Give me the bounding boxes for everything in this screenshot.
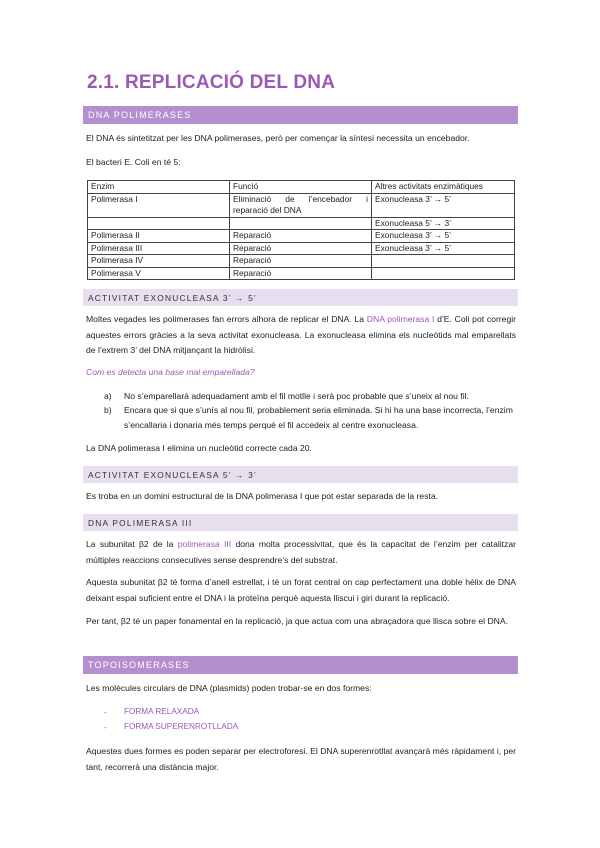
list-item [86,403,516,433]
list-marker: - [104,722,107,732]
table-cell: Exonucleasa 3’ → 5’ [372,242,515,255]
table-header-cell: Enzim [88,181,230,194]
section-header-exonucleasa-3-5: ACTIVITAT EXONUCLEASA 3’ → 5’ [83,289,518,306]
text-run: La subunitat β2 de la [86,539,178,549]
page-title: 2.1. REPLICACIÓ DEL DNA [87,72,336,93]
table-header-row [88,181,515,194]
text-run: dona molta processivitat, que és la capacitat de l’enzim per catalitzar múltiples reaccions consecutives sense desprendre’s del substrat. [86,539,516,565]
topo-paragraph-2: Aquestes dues formes es poden separar per electroforesi. El DNA superenrotllat avançarà més ràpidament i, per tant, recorrerà una distància major. [86,746,516,772]
table-cell: Polimerasa IV [88,255,230,268]
text-run: Moltes vegades les polimerases fan errors alhora de replicar el DNA. La [86,314,367,324]
list-item [86,720,516,734]
text-run: d’E. Coli pot corregir aquestes errors gràcies a la seva activitat exonucleasa. La exonucleasa elimina els nucleòtids mal emparellats de l’extrem 3’ del DNA mitjançant la hidròlisi. [86,314,517,355]
table-cell [372,267,515,280]
list-marker: - [104,707,107,717]
table-cell: Reparació [230,230,372,243]
table-cell: Reparació [230,242,372,255]
table-header-cell: Altres activitats enzimàtiques [372,181,515,194]
list-marker: b) [104,405,112,415]
table-row [88,230,515,243]
table-row [88,255,515,268]
table-cell: Exonucleasa 3’ → 5’ [372,230,515,243]
table-cell [372,255,515,268]
topo-paragraph-1: Les molècules circulars de DNA (plasmids) poden trobar-se en dos formes: [86,683,372,693]
table-cell: Polimerasa V [88,267,230,280]
table-header-cell: Funció [230,181,372,194]
table-cell: Reparació [230,267,372,280]
section-header-topoisomerases: TOPOISOMERASES [83,656,518,674]
table-cell: Reparació [230,255,372,268]
section-header-exonucleasa-5-3: ACTIVITAT EXONUCLEASA 5’ → 3’ [83,466,518,483]
question-text: Com es detecta una base mal emparellada? [86,367,255,377]
table-cell: Exonucleasa 3’ → 5’ [372,193,515,217]
list-text: No s’emparellarà adequadament amb el fil motlle i serà poc probable que s’uneix al nou fil. [124,391,469,401]
ecoli-paragraph: El bacteri E. Coli en té 5: [86,157,181,167]
section-header-polimerasa-iii: DNA POLIMERASA III [83,514,518,531]
table-row [88,267,515,280]
table-row [88,242,515,255]
table-row [88,193,515,217]
exo35-paragraph [86,312,516,359]
exo53-paragraph: Es troba en un domini estructural de la DNA polimerasa I que pot estar separada de la resta. [86,491,439,501]
table-cell: Polimerasa I [88,193,230,217]
list-marker: a) [104,391,112,401]
highlight-term: DNA polimerasa I [366,314,435,324]
highlight-term: polimerasa III [177,539,232,549]
table-cell [88,217,230,230]
table-cell: Exonucleasa 5’ → 3’ [372,217,515,230]
pol3-paragraph-1 [86,537,516,568]
list-text: FORMA SUPERENROTLLADA [124,722,239,731]
table-cell: Polimerasa II [88,230,230,243]
section-header-dna-polimerases: DNA POLIMERASES [83,106,518,124]
list-text: FORMA RELAXADA [124,707,200,716]
table-cell: Eliminació de l’encebador i reparació del DNA [230,193,372,217]
table-cell: Polimerasa III [88,242,230,255]
polymerase-table [87,180,515,280]
list-item [86,389,516,403]
pol3-paragraph-3: Per tant, β2 té un paper fonamental en la replicació, ja que actua com una abraçadora que llisca sobre el DNA. [86,616,508,626]
table-cell [230,217,372,230]
intro-paragraph: El DNA és sintetitzat per les DNA polimerases, però per començar la síntesi necessita un encebador. [86,133,470,143]
list-item [86,705,516,719]
exo35-closing-paragraph: La DNA polimerasa I elimina un nucleòtid correcte cada 20. [86,443,312,453]
table-row [88,217,515,230]
pol3-paragraph-2: Aquesta subunitat β2 té forma d’anell estrellat, i té un forat central on cap perfectament una doble hèlix de DNA deixant espai suficient entre el DNA i la proteïna perquè aquesta lliscui i giri durant la replicació. [86,577,516,603]
list-text: Encara que si que s’unís al nou fil, probablement seria eliminada. Si hi ha una base incorrecta, l’enzim s’encallaria i donaria més temps perquè el fil accedeix al centre exonucleasa. [124,405,513,430]
